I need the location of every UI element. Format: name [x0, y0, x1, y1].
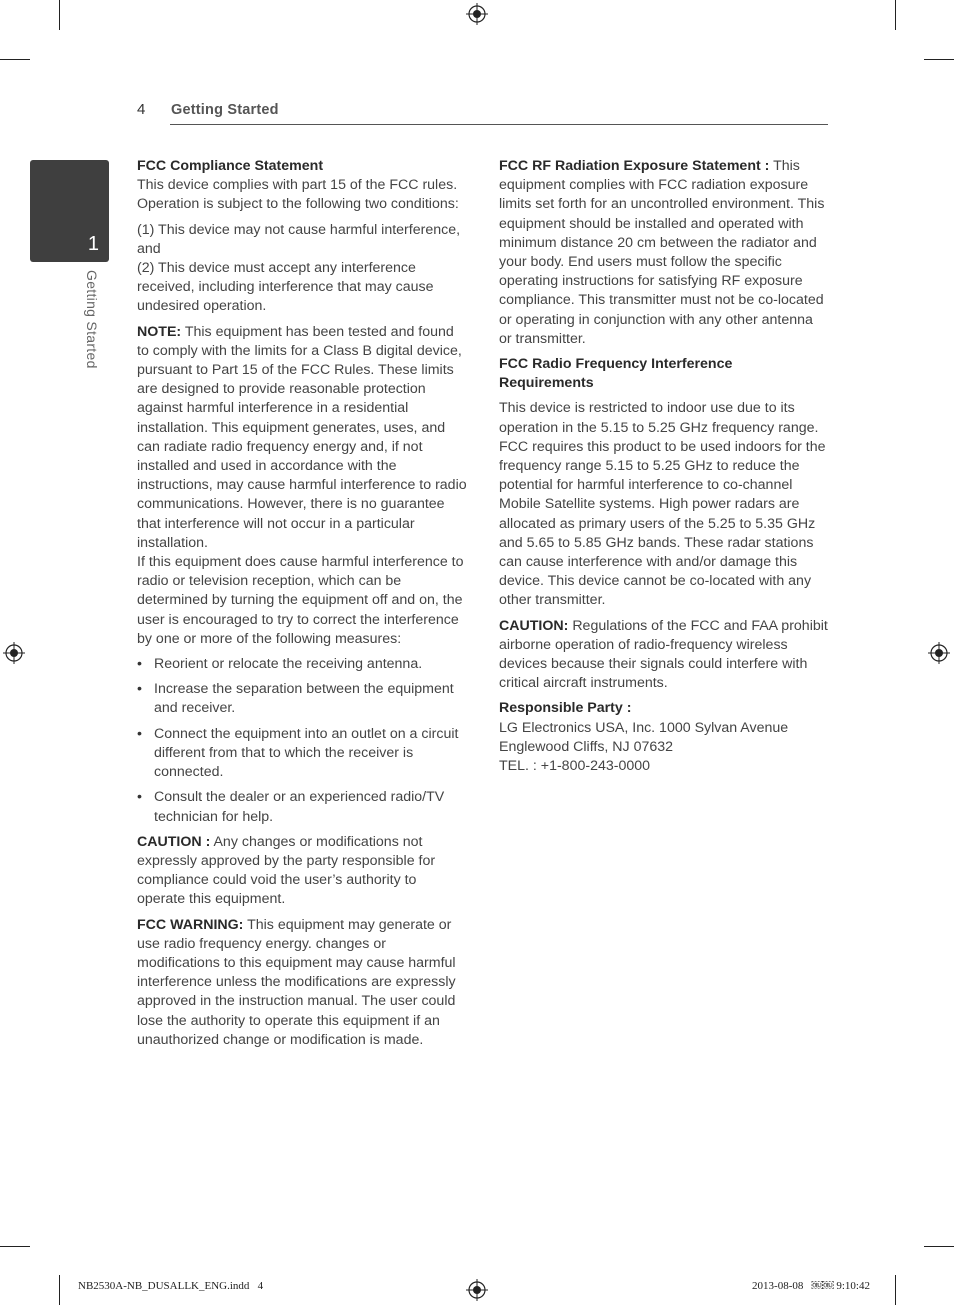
crop-mark: [0, 59, 30, 60]
caution-paragraph: [137, 833, 467, 910]
fcc-compliance-title: FCC Compliance Statement: [137, 158, 324, 174]
registration-mark-icon: [3, 642, 25, 664]
crop-mark: [59, 0, 60, 30]
fcc-condition-1: (1) This device may not cause harmful interference, and: [137, 221, 461, 257]
responsible-party-line: LG Electronics USA, Inc. 1000 Sylvan Avenue: [499, 719, 789, 736]
note-label: NOTE:: [137, 323, 182, 340]
responsible-party-line: Englewood Cliffs, NJ 07632: [499, 738, 674, 755]
registration-mark-icon: [928, 642, 950, 664]
section-title: Getting Started: [171, 102, 279, 118]
note-paragraph-2: If this equipment does cause harmful interference to radio or television reception, which can be determined by turning the equipment off and on, the user is encouraged to try to correct the interference by one or more of the following measures:: [137, 554, 464, 647]
caution-text: Any changes or modifications not expressly approved by the party responsible for compliance could void the user’s authority to operate this equipment.: [137, 833, 436, 908]
crop-mark: [924, 1246, 954, 1247]
page-header: [137, 100, 828, 125]
note-paragraph: [137, 323, 467, 553]
list-item: • Reorient or relocate the receiving antenna.: [137, 655, 467, 674]
rf-interference-text: This device is restricted to indoor use due to its operation in the 5.15 to 5.25 GHz frequency range. FCC requires this product to be used indoors for the frequency range 5.15 to 5.25 GHz to reduce the potential for harmful interference to co-channel Mobile Satellite systems. High power radars are allocated as primary users of the 5.25 to 5.35 GHz and 5.65 to 5.85 GHz bands. These radar stations can cause interference with and/or damage this device. This device cannot be co-located with any other transmitter.: [499, 400, 826, 609]
fcc-compliance-intro: This device complies with part 15 of the FCC rules. Operation is subject to the following two conditions:: [137, 177, 459, 213]
crop-mark: [59, 1275, 60, 1305]
responsible-party-line: TEL. : +1-800-243-0000: [499, 758, 651, 775]
chapter-number: 1: [87, 233, 99, 255]
left-column: [137, 157, 467, 1056]
header-rule: [170, 124, 828, 125]
fcc-condition-2: (2) This device must accept any interference received, including interference that may cause undesired operation.: [137, 260, 434, 315]
caution-text-right: Regulations of the FCC and FAA prohibit airborne operation of radio-frequency wireless devices because their signals could interfere with critical aircraft instruments.: [499, 617, 828, 692]
measures-list: [137, 655, 467, 827]
registration-mark-icon: [466, 3, 488, 25]
chapter-label: Getting Started: [84, 270, 100, 369]
rf-exposure-text: This equipment complies with FCC radiation exposure limits set forth for an uncontrolled environment. This equipment should be installed and operated with minimum distance 20 cm between the radiator and your body. End users must follow the specific operating instructions for satisfying RF exposure compliance. This transmitter must not be co-located or operating in conjunction with any other antenna or transmitter.: [499, 158, 825, 347]
caution-label-right: CAUTION:: [499, 617, 569, 634]
list-item: • Increase the separation between the equipment and receiver.: [137, 680, 467, 718]
crop-mark: [0, 1246, 30, 1247]
footer-timestamp: 2013-08-08 ￼￼ 9:10:42: [752, 1280, 870, 1292]
crop-mark: [895, 0, 896, 30]
registration-mark-icon: [466, 1279, 488, 1301]
crop-mark: [924, 59, 954, 60]
chapter-tab: [30, 160, 109, 262]
fcc-warning-text: This equipment may generate or use radio frequency energy. changes or modifications to this equipment may cause harmful interference unless the modifications are expressly approved in the instruction manual. The user could lose the authority to operate this equipment if an unauthorized change or modification is made.: [137, 916, 456, 1048]
responsible-party-label: Responsible Party :: [499, 700, 632, 717]
footer-file-name: NB2530A-NB_DUSALLK_ENG.indd 4: [78, 1280, 264, 1292]
note-text: This equipment has been tested and found to comply with the limits for a Class B digital device, pursuant to Part 15 of the FCC Rules. These limits are designed to provide reasonable protection against harmful interference in a residential installation. This equipment generates, uses, and can radiate radio frequency energy and, if not installed and used in accordance with the instructions, may cause harmful interference to radio communications. However, there is no guarantee that interference will not occur in a particular installation.: [137, 323, 467, 551]
rf-exposure-label: FCC RF Radiation Exposure Statement :: [499, 158, 770, 174]
list-item: • Connect the equipment into an outlet on a circuit different from that to which the receiver is connected.: [137, 725, 467, 783]
rf-interference-title: FCC Radio Frequency Interference Requirements: [499, 356, 733, 392]
page-number: 4: [137, 101, 146, 118]
crop-mark: [895, 1275, 896, 1305]
fcc-warning-paragraph: [137, 916, 467, 1050]
right-column: [499, 157, 829, 776]
fcc-warning-label: FCC WARNING:: [137, 916, 244, 933]
caution-paragraph-right: [499, 617, 829, 694]
list-item: • Consult the dealer or an experienced radio/TV technician for help.: [137, 788, 467, 826]
caution-label: CAUTION :: [137, 833, 211, 850]
rf-exposure-paragraph: [499, 157, 829, 349]
